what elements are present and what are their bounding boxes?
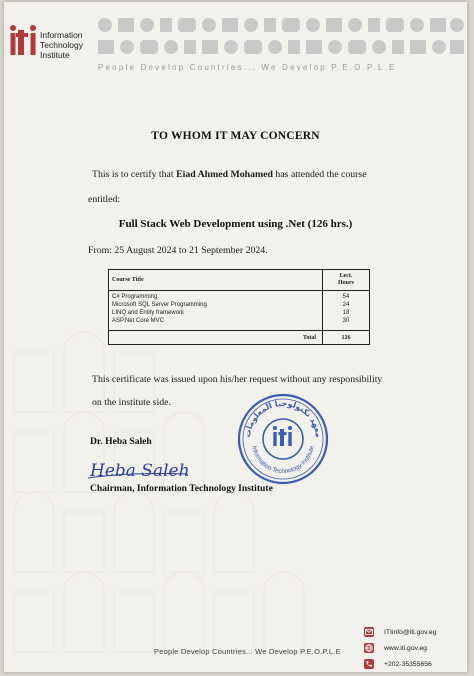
- header-slogan: People Develop Countries... We Develop P.E.O.P.L.E: [98, 63, 397, 72]
- course-hours-cell: 24: [342, 302, 350, 308]
- course-dates: From: 25 August 2024 to 21 September 2024.: [88, 245, 268, 256]
- table-row: [109, 317, 370, 331]
- contact-list: [364, 624, 437, 672]
- stamp-arabic-text: معهد تكنولوجيا المعلومات: [242, 398, 324, 439]
- course-title-cell: ASP.Net Core MVC: [109, 317, 323, 331]
- signature-text: Heba Saleh: [90, 461, 190, 481]
- official-stamp: [236, 392, 330, 486]
- footer-slogan: People Develop Countries... We Develop P.E.O.P.L.E: [154, 647, 341, 656]
- website-text[interactable]: www.iti.gov.eg: [384, 644, 427, 652]
- signer-title: Chairman, Information Technology Institute: [90, 483, 273, 494]
- column-header-course-title: Course Title: [109, 270, 323, 291]
- globe-icon: [364, 643, 374, 653]
- email-icon: [364, 627, 374, 637]
- certify-statement: [88, 168, 412, 182]
- entitled-label: entitled:: [88, 194, 121, 205]
- handwritten-signature: [86, 454, 196, 482]
- signer-name: Dr. Heba Saleh: [90, 436, 152, 447]
- issued-line: This certificate was issued upon his/her request without any responsibility: [92, 374, 383, 385]
- iti-logo-icon: [8, 24, 40, 58]
- hours-header-line: Lect.: [339, 273, 353, 279]
- document-title: TO WHOM IT MAY CONCERN: [151, 130, 320, 142]
- org-name-line: Technology: [40, 40, 84, 50]
- phone-text[interactable]: +202-35355656: [384, 660, 432, 668]
- email-text[interactable]: ITIinfo@iti.gov.eg: [384, 628, 437, 636]
- course-title-cell: LINQ and Entity framework: [109, 309, 323, 317]
- course-name: Full Stack Web Development using .Net (126 hrs.): [118, 218, 353, 230]
- course-hours-cell: 18: [342, 310, 350, 316]
- table-row: [109, 309, 370, 317]
- table-row: [109, 291, 370, 302]
- course-hours-cell: 54: [342, 294, 350, 300]
- course-title-cell: Microsoft SQL Server Programming: [109, 301, 323, 309]
- phone-icon: [364, 659, 374, 669]
- issued-line: on the institute side.: [92, 397, 171, 408]
- org-name-line: Information: [40, 30, 83, 40]
- table-header-row: [109, 270, 370, 291]
- certify-suffix: has attended the course: [272, 169, 367, 180]
- contact-website: [364, 640, 437, 656]
- course-title-cell: C# Programming: [109, 291, 323, 302]
- total-label: Total: [109, 331, 323, 345]
- svg-text:Information Technology Institu: [250, 445, 316, 475]
- course-hours-cell: 30: [342, 318, 350, 324]
- header-pattern: [96, 16, 466, 60]
- total-hours: 126: [323, 331, 370, 345]
- recipient-name: Eiad Ahmed Mohamed: [176, 169, 273, 180]
- certify-prefix: This is to certify that: [92, 169, 177, 180]
- hours-header-line: Hours: [337, 280, 354, 286]
- contact-email: [364, 624, 437, 640]
- contact-phone: [364, 656, 437, 672]
- org-name-line: Institute: [40, 50, 70, 60]
- certificate-page: [4, 2, 467, 672]
- table-total-row: [109, 331, 370, 345]
- stamp-logo-icon: [273, 426, 292, 446]
- table-row: [109, 301, 370, 309]
- column-header-hours: [323, 270, 370, 291]
- stamp-english-text: Information Technology Institute: [250, 445, 316, 476]
- org-name: [40, 30, 100, 60]
- course-table: [108, 269, 370, 345]
